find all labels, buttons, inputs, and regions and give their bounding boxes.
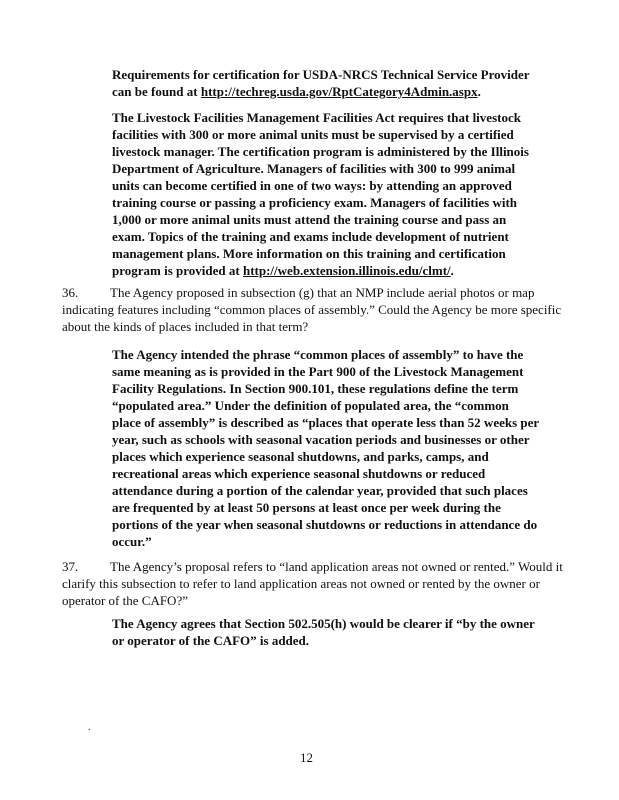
requirements-line-2 — [112, 83, 522, 100]
answer-37-line: or operator of the CAFO” is added. — [112, 633, 310, 648]
requirements-paragraph — [112, 66, 530, 100]
livestock-last-end: . — [450, 263, 454, 278]
question-37-line: clarify this subsection to refer to land application areas not owned or rented by the owner or — [62, 576, 540, 591]
livestock-line-last — [112, 262, 522, 279]
livestock-line: units can become certified in one of two ways: by attending an approved — [112, 178, 512, 193]
footnote-mark: . — [88, 722, 91, 733]
question-37-line: operator of the CAFO?” — [62, 593, 188, 608]
question-36-line: indicating features including “common places of assembly.” Could the Agency be more specific — [62, 302, 562, 317]
answer-36-line: portions of the year when seasonal shutdowns or reductions in attendance do — [112, 517, 538, 532]
answer-37 — [112, 615, 535, 649]
livestock-line: management plans. More information on this training and certification — [112, 246, 506, 261]
page-number: 12 — [300, 750, 313, 765]
livestock-last-text: program is provided at — [112, 263, 243, 278]
question-36-line: about the kinds of places included in that term? — [62, 319, 309, 334]
question-number: 36. — [62, 285, 79, 300]
livestock-line: training course or passing a proficiency exam. Managers of facilities with — [112, 195, 518, 210]
requirements-line-1: Requirements for certification for USDA-NRCS Technical Service Provider — [112, 67, 530, 82]
answer-36-line: place of assembly” is described as “places that operate less than 52 weeks per — [112, 415, 540, 430]
requirements-line-2-end: . — [477, 84, 481, 99]
question-36-line-1 — [62, 284, 567, 301]
answer-36-line: year, such as schools with seasonal vacation periods and businesses or other — [112, 432, 530, 447]
extension-link[interactable]: http://web.extension.illinois.edu/clmt/ — [242, 263, 451, 278]
answer-36-line: Facility Regulations. In Section 900.101, these regulations define the term — [112, 381, 519, 396]
livestock-paragraph — [112, 109, 529, 279]
livestock-line: facilities with 300 or more animal units must be supervised by a certified — [112, 127, 514, 142]
answer-36-line: “populated area.” Under the definition of populated area, the “common — [112, 398, 509, 413]
question-37 — [62, 558, 567, 609]
answer-36 — [112, 346, 540, 550]
requirements-line-2-text: can be found at — [112, 84, 201, 99]
question-text: The Agency’s proposal refers to “land application areas not owned or rented.” Would it — [110, 559, 563, 574]
livestock-line: Department of Agriculture. Managers of facilities with 300 to 999 animal — [112, 161, 516, 176]
livestock-line: exam. Topics of the training and exams include development of nutrient — [112, 229, 509, 244]
answer-36-line: The Agency intended the phrase “common places of assembly” to have the — [112, 347, 524, 362]
livestock-line: The Livestock Facilities Management Facilities Act requires that livestock — [112, 110, 521, 125]
question-36 — [62, 284, 567, 335]
answer-36-line: recreational areas which experience seasonal shutdowns or reduced — [112, 466, 486, 481]
livestock-line: livestock manager. The certification program is administered by the Illinois — [112, 144, 529, 159]
answer-36-line: places which experience seasonal shutdowns, and parks, camps, and — [112, 449, 489, 464]
answer-36-line: are frequented by at least 50 persons at least once per week during the — [112, 500, 501, 515]
question-text: The Agency proposed in subsection (g) that an NMP include aerial photos or map — [110, 285, 535, 300]
livestock-line: 1,000 or more animal units must attend the training course and pass an — [112, 212, 507, 227]
question-37-line-1 — [62, 558, 567, 575]
answer-36-line: occur.” — [112, 534, 152, 549]
answer-37-line: The Agency agrees that Section 502.505(h) would be clearer if “by the owner — [112, 616, 535, 631]
techreg-link[interactable]: http://techreg.usda.gov/RptCategory4Admin.aspx — [200, 84, 478, 99]
answer-36-line: same meaning as is provided in the Part 900 of the Livestock Management — [112, 364, 524, 379]
question-number: 37. — [62, 559, 79, 574]
answer-36-line: attendance during a portion of the calendar year, provided that such places — [112, 483, 528, 498]
